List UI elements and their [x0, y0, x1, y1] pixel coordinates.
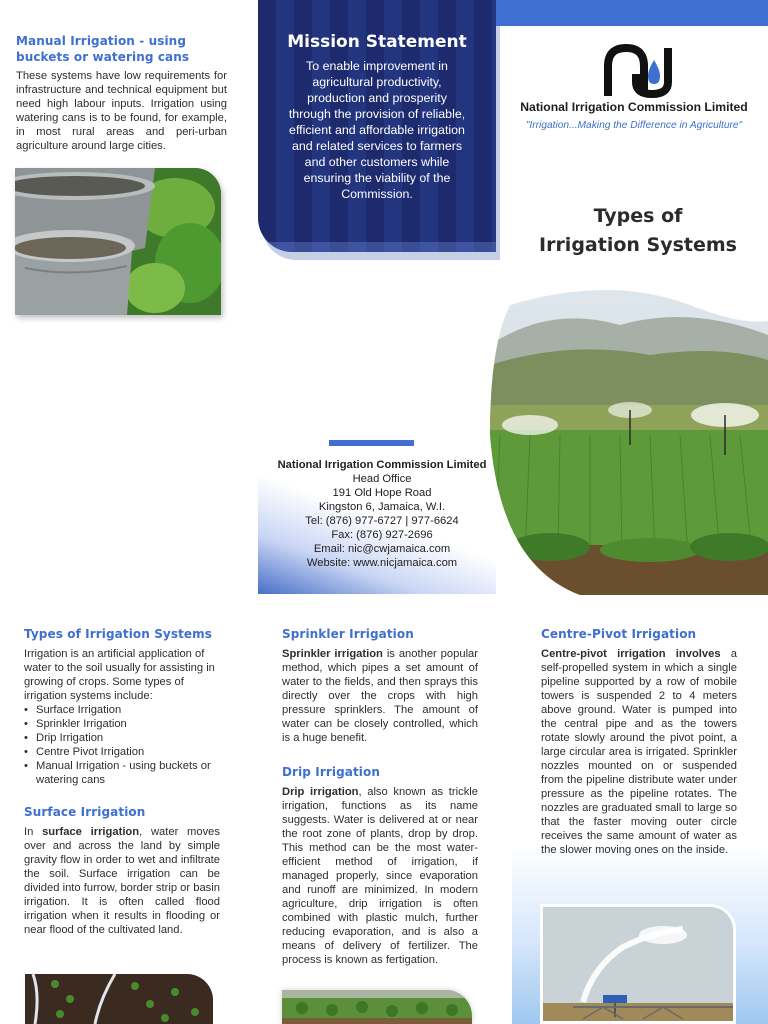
- drip-irrigation-photo: [282, 990, 472, 1024]
- contact-city: Kingston 6, Jamaica, W.I.: [318, 501, 446, 513]
- pivot-column: [541, 627, 737, 857]
- contact-tel: Tel: (876) 977-6727 | 977-6624: [305, 515, 459, 527]
- sprinkler-field-photo: [490, 285, 768, 595]
- surface-body: , water moves over and across the land by simple gravity flow in order to wet and infiltrate the soil. Surface irrigation can be divided into furrow, border strip or basin irrigation. It is often called flood irrigation when it results in flooding or near flood of the cultivated land.: [24, 826, 220, 936]
- pivot-text: [541, 647, 737, 857]
- mission-text: To enable improvement in agricultural productivity, production and prosperity through the provision of reliable, efficient and affordable irrigation and related services to farmers and other customers while ensuring the viability of the Commission.: [288, 59, 466, 201]
- pivot-term: Centre-pivot irrigation involves: [541, 648, 721, 660]
- types-list: [24, 703, 220, 787]
- cover-title-line2: Irrigation Systems: [539, 234, 737, 256]
- types-list-item: • Drip Irrigation: [24, 731, 220, 745]
- drip-body: , also known as trickle irrigation, functions as its name suggests. Water is delivered at or near the root zone of plants, drop by drop. This method can be the most water-efficient method of irrigation, if managed properly, since evaporation and runoff are minimized. In modern agriculture, drip irrigation is often combined with plastic mulch, further reducing evaporation, and is also a means of delivery of fertilizer. The process is known as fertigation.: [282, 786, 478, 966]
- types-list-item: • Manual Irrigation - using buckets or watering cans: [24, 759, 220, 787]
- pivot-body: a self-propelled system in which a single pipeline supported by a row of mobile towers is suspended 2 to 4 meters above ground. Water is pumped into the central pipe and as the towers rotate slowly around the pivot point, a large circular area is irrigated. Sprinkler nozzles mounted on or suspended from the pipeline distribute water under pressure as the pipeline rotates. The nozzles are graduated small to large so that the faster moving outer circle receives the same amount of water as the slower moving ones on the inside.: [541, 648, 737, 856]
- surface-irrigation-photo: [25, 974, 213, 1024]
- surface-heading: Surface Irrigation: [24, 805, 146, 819]
- contact-website[interactable]: Website: www.nicjamaica.com: [306, 557, 458, 569]
- mission-title: Mission Statement: [287, 32, 467, 52]
- sprinkler-body: is another popular method, which pipes a set amount of water to the fields, and then sprays this directly over the crops with high pressure sprinklers. The amount of water can be closely controlled, which is a huge benefit.: [282, 648, 479, 744]
- cover-title: [508, 202, 768, 260]
- contact-street: 191 Old Hope Road: [332, 487, 432, 499]
- surface-term: surface irrigation: [42, 826, 140, 838]
- cover-title-line1: Types of: [593, 205, 683, 227]
- types-intro: Irrigation is an artificial application of water to the soil usually for assisting in growing of crops. Some types of irrigation systems include:: [24, 648, 215, 702]
- types-list-item: • Sprinkler Irrigation: [24, 717, 220, 731]
- drip-text: [282, 785, 478, 967]
- contact-block: [258, 458, 506, 570]
- cover-tagline: "Irrigation...Making the Difference in Agriculture": [525, 120, 743, 131]
- nic-logo-icon: [604, 44, 676, 98]
- contact-org-name: National Irrigation Commission Limited: [277, 459, 487, 471]
- contact-email[interactable]: Email: nic@cwjamaica.com: [313, 543, 451, 555]
- centre-pivot-photo: [540, 904, 736, 1024]
- contact-fax: Fax: (876) 927-2696: [331, 529, 433, 541]
- surface-text: [24, 825, 220, 937]
- types-heading: Types of Irrigation Systems: [24, 627, 213, 641]
- types-list-item: • Surface Irrigation: [24, 703, 220, 717]
- top-accent-band: [496, 0, 768, 26]
- watering-cans-photo: [15, 168, 221, 315]
- sprinkler-drip-column: [282, 627, 478, 967]
- surface-prefix: In: [24, 826, 43, 838]
- types-list-item: • Centre Pivot Irrigation: [24, 745, 220, 759]
- sprinkler-term: Sprinkler irrigation: [282, 648, 383, 660]
- contact-head-office: Head Office: [352, 473, 412, 485]
- types-column: [24, 627, 220, 937]
- pivot-heading: Centre-Pivot Irrigation: [541, 627, 697, 641]
- manual-irrigation-text: These systems have low requirements for infrastructure and technical equipment but need high labour inputs. Irrigation using watering cans is to be found, for example, in most rural areas and peri-urban agriculture around large cities.: [16, 70, 227, 152]
- manual-irrigation-heading: Manual Irrigation - using buckets or watering cans: [16, 34, 190, 64]
- cover-org-name: National Irrigation Commission Limited: [520, 100, 748, 114]
- drip-term: Drip irrigation: [282, 786, 359, 798]
- sprinkler-heading: Sprinkler Irrigation: [282, 627, 414, 641]
- sprinkler-text: [282, 647, 478, 745]
- contact-divider: [329, 440, 414, 446]
- drip-heading: Drip Irrigation: [282, 765, 380, 779]
